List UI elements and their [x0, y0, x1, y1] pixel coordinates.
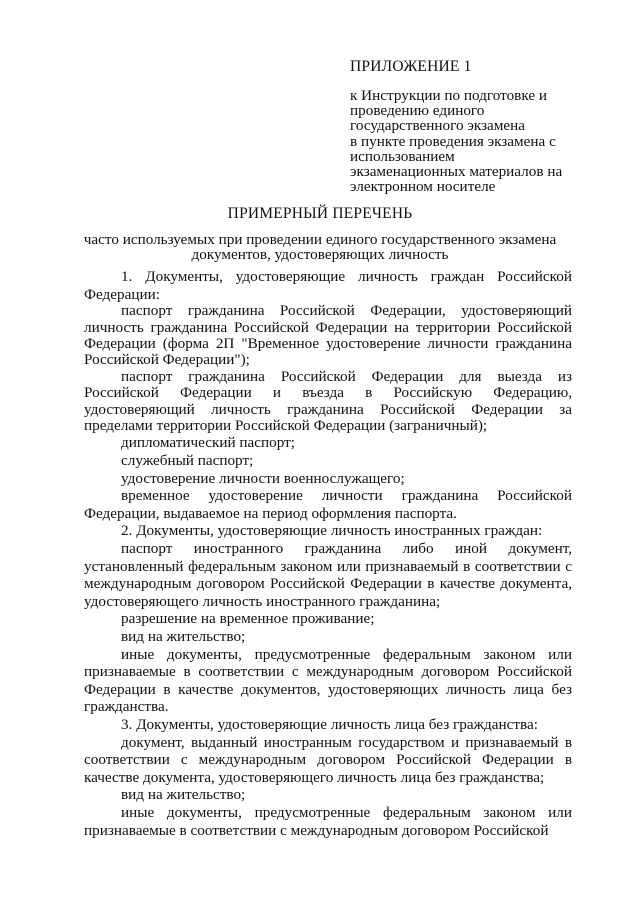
list-item: документ, выданный иностранным государством и признаваемый в соответствии с международным договором Российской Федерации в качестве документа, удостоверяющего личность лица без гражданства; [84, 733, 572, 786]
appendix-line: проведению единого [350, 102, 485, 120]
list-item: паспорт иностранного гражданина либо иной документ, установленный федеральным законом или признаваемый в соответствии с международным договором Российской Федерации в качестве документа, удостоверяющего личность иностранного гражданина; [84, 540, 572, 610]
list-item: вид на жительство; [121, 627, 246, 645]
list-item: иные документы, предусмотренные федеральным законом или признаваемые в соответствии с международным договором Российской [84, 803, 572, 839]
subtitle-line: документов, удостоверяющих личность [191, 245, 449, 263]
list-item: разрешение на временное проживание; [121, 610, 375, 628]
appendix-line: в пункте проведения экзамена с [350, 132, 556, 150]
appendix-line: экзаменационных материалов на [350, 163, 563, 181]
list-item: удостоверение личности военнослужащего; [121, 469, 405, 487]
appendix-header [350, 58, 585, 194]
list-item: дипломатический паспорт; [121, 434, 295, 452]
document-body [84, 268, 572, 839]
list-item: служебный паспорт; [121, 452, 254, 470]
section-heading-1: 1. Документы, удостоверяющие личность граждан Российской Федерации: [84, 268, 572, 303]
appendix-title: ПРИЛОЖЕНИЕ 1 [350, 58, 472, 75]
appendix-line: государственного экзамена [350, 117, 526, 135]
appendix-line: к Инструкции по подготовке и [350, 87, 548, 104]
subtitle-line: часто используемых при проведении единого государственного экзамена [83, 231, 557, 248]
section-heading-3: 3. Документы, удостоверяющие личность лица без гражданства: [121, 715, 538, 733]
document-subtitle [0, 233, 640, 262]
list-item: иные документы, предусмотренные федеральным законом или признаваемые в соответствии с международным договором Российской Федерации в качестве документов, удостоверяющих личность лица без гражданства. [84, 645, 572, 716]
appendix-line: электронном носителе [350, 178, 496, 196]
list-item: паспорт гражданина Российской Федерации для выезда из Российской Федерации и въезда в Российскую Федерацию, удостоверяющий личность гражданина Российской Федерации за пределами территории Российской Федерации (заграничный); [84, 367, 572, 435]
document-title: ПРИМЕРНЫЙ ПЕРЕЧЕНЬ [227, 205, 413, 222]
list-item: вид на жительство; [121, 786, 246, 804]
appendix-line: использованием [350, 147, 455, 165]
list-item: временное удостоверение личности гражданина Российской Федерации, выдаваемое на период оформления паспорта. [84, 487, 572, 522]
list-item: паспорт гражданина Российской Федерации, удостоверяющий личность гражданина Российской Федерации на территории Российской Федерации (форма 2П "Временное удостоверение личности гражданина Российской Федерации"); [84, 302, 572, 369]
section-heading-2: 2. Документы, удостоверяющие личность иностранных граждан: [121, 522, 543, 540]
